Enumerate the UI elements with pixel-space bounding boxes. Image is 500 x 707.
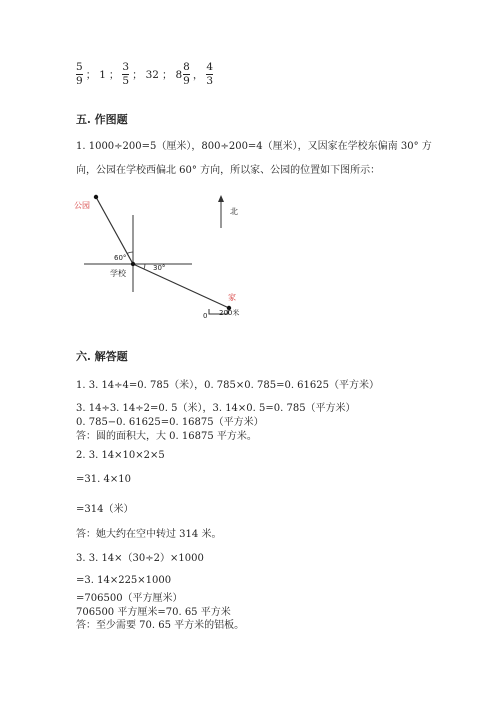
answer-line: 答：圆的面积大，大 0. 16875 平方米。 <box>76 431 257 442</box>
solution-line: 1. 3. 14÷4=0. 785（米），0. 785×0. 785=0. 61625（平方米） <box>76 380 379 391</box>
park-point <box>94 195 98 199</box>
numerator: 3 <box>122 61 130 73</box>
solution-line: 0. 785−0. 61625=0. 16875（平方米） <box>76 417 264 428</box>
north-label: 北 <box>230 207 238 216</box>
answer-line: 答：至少需要 70. 65 平方米的铝板。 <box>76 620 245 631</box>
school-label: 学校 <box>110 269 126 278</box>
angle-label-30: 30° <box>153 264 166 272</box>
home-line <box>133 264 229 308</box>
park-label: 公园 <box>74 201 90 210</box>
solution-line: 2. 3. 14×10×2×5 <box>76 450 165 461</box>
separator: ； <box>108 69 120 81</box>
solution-line: =706500（平方厘米） <box>76 593 183 604</box>
denominator: 9 <box>183 75 190 87</box>
answer-2: 1 <box>99 68 106 81</box>
numerator: 4 <box>206 61 213 73</box>
solution-line: =314（米） <box>76 504 134 515</box>
denominator: 9 <box>76 75 83 87</box>
separator: ； <box>161 69 173 81</box>
angle-arc-60 <box>127 252 133 254</box>
solution-line: =31. 4×10 <box>76 474 131 485</box>
separator: ， <box>192 69 204 81</box>
denominator: 5 <box>122 75 130 87</box>
school-point <box>131 262 135 266</box>
scale-unit-label: 200米 <box>219 309 240 317</box>
solution-line: 706500 平方厘米=70. 65 平方米 <box>76 607 231 618</box>
north-arrow-icon <box>218 195 224 202</box>
section-5-line-1: 1. 1000÷200=5（厘米），800÷200=4（厘米），又因家在学校东偏南 30° 方 <box>76 141 432 152</box>
section-6-title: 六. 解答题 <box>76 350 128 363</box>
home-label: 家 <box>228 293 236 302</box>
whole-part: 8 <box>175 68 183 81</box>
section-5-title: 五. 作图题 <box>76 113 128 126</box>
answer-4: 32 <box>145 68 159 81</box>
solution-line: 3. 3. 14×（30÷2）×1000 <box>76 553 204 564</box>
angle-label-60: 60° <box>114 254 127 262</box>
numerator: 8 <box>183 61 190 73</box>
solution-line: 3. 14÷3. 14÷2=0. 5（米），3. 14×0. 5=0. 785（平方米） <box>76 403 356 414</box>
section-5-line-2: 向，公园在学校西偏北 60° 方向，所以家、公园的位置如下图所示： <box>76 165 381 176</box>
separator: ； <box>132 69 143 81</box>
scale-zero-label: 0 <box>203 312 208 320</box>
denominator: 3 <box>206 75 213 87</box>
answer-line: 答：她大约在空中转过 314 米。 <box>76 529 222 540</box>
solution-line: =3. 14×225×1000 <box>76 575 172 586</box>
numerator: 5 <box>76 61 83 73</box>
angle-arc-30 <box>144 264 145 269</box>
separator: ； <box>85 69 97 81</box>
